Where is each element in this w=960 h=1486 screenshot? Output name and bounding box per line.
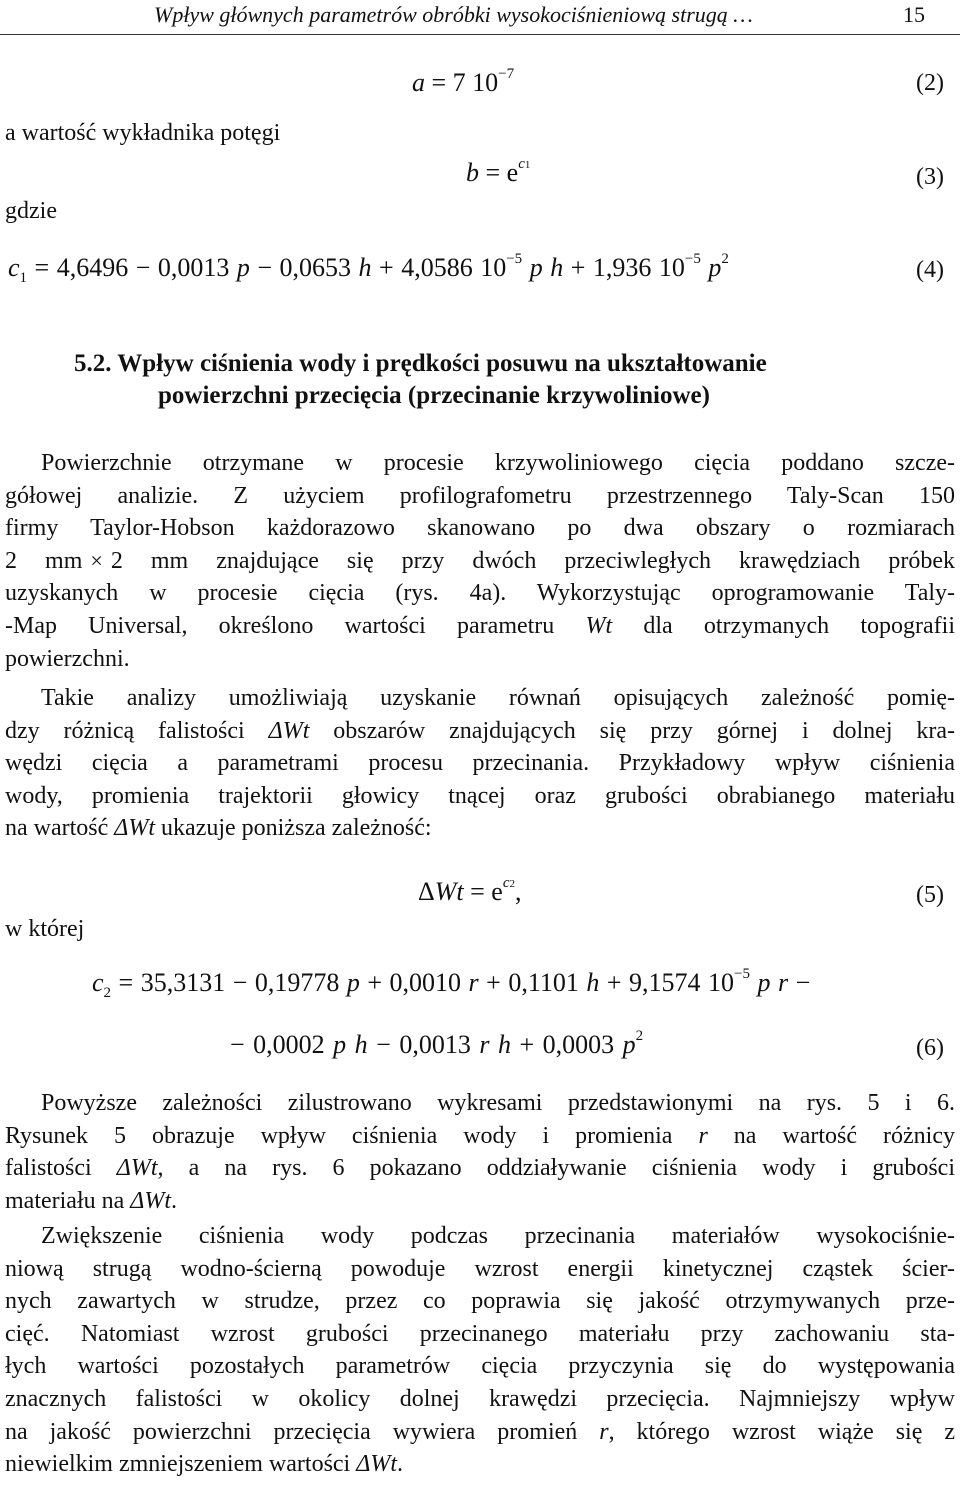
p2-line: wędzi cięcia a parametrami procesu przecinania. Przykładowy wpływ ciśnienia bbox=[5, 750, 955, 777]
eq6b-var-h2: h bbox=[497, 1030, 511, 1059]
text-exponent-intro: a wartość wykładnika potęgi bbox=[5, 120, 281, 146]
p4-line: cięć. Natomiast wzrost grubości przecinanego materiału przy zachowaniu sta- bbox=[5, 1320, 955, 1347]
eq6-exp1: −5 bbox=[734, 966, 751, 982]
equation-2-number: (2) bbox=[916, 70, 944, 96]
eq5-exp-sub: 2 bbox=[509, 878, 515, 890]
eq6b-var-p2: p bbox=[622, 1030, 636, 1059]
p3-line: materiału na ΔWt. bbox=[5, 1187, 178, 1214]
p1-line: gółowej analizie. Z użyciem profilografometru przestrzennego Taly-Scan 150 bbox=[5, 482, 955, 509]
delta-wt-symbol: ΔWt bbox=[114, 815, 156, 842]
eq3-rhs: = e bbox=[485, 158, 519, 187]
p1-line: uzyskanych w procesie cięcia (rys. 4a). Wykorzystując oprogramowanie Taly- bbox=[5, 580, 955, 607]
eq6-var-p: p bbox=[346, 968, 360, 997]
p4-line: Zwiększenie ciśnienia wody podczas przecinania materiałów wysokociśnie- bbox=[41, 1223, 955, 1249]
equation-2 bbox=[412, 68, 514, 98]
eq6-var-p2: p bbox=[757, 968, 771, 997]
eq6-var-r2: r bbox=[778, 968, 789, 997]
eq4-var-p3: p bbox=[708, 253, 722, 282]
equation-5 bbox=[418, 877, 522, 907]
p3-line: Powyższe zależności zilustrowano wykresami przedstawionymi na rys. 5 i 6. bbox=[41, 1090, 955, 1116]
p1-line: Powierzchnie otrzymane w procesie krzywoliniowego cięcia poddano szcze- bbox=[41, 450, 955, 476]
eq4-var-p2: p bbox=[529, 253, 543, 282]
eq2-rhs: = 7 10 bbox=[431, 68, 499, 97]
equation-5-number: (5) bbox=[916, 882, 944, 908]
p1-line: firmy Taylor-Hobson każdorazowo skanowano po dwa obszary o rozmiarach bbox=[5, 515, 955, 542]
equation-6-number: (6) bbox=[916, 1035, 944, 1061]
eq4-exp1: −5 bbox=[506, 251, 523, 267]
eq6-var-h: h bbox=[586, 968, 600, 997]
eq4-part4: + 1,936 10 bbox=[570, 253, 685, 282]
p2-line: na wartość ΔWt ukazuje poniższa zależność: bbox=[5, 815, 432, 842]
delta-wt-symbol: ΔWt bbox=[116, 1155, 158, 1182]
p1-line bbox=[5, 545, 955, 578]
eq3-exp-sub: 1 bbox=[524, 159, 531, 171]
p2-line: Takie analizy umożliwiają uzyskanie równań opisujących zależność pomię- bbox=[41, 685, 955, 711]
equation-6-line2: − 0,0002 p h − 0,0013 r h + 0,0003 $p^2$ bbox=[230, 1028, 644, 1059]
text-where: gdzie bbox=[5, 198, 57, 224]
p2-line: dzy różnicą falistości ΔWt obszarów znajdujących się przy górnej i dolnej kra- bbox=[5, 717, 956, 744]
multiply-sign: × bbox=[90, 547, 103, 573]
p4-line: na jakość powierzchni przecięcia wywiera promień r, którego wzrost wiąże się z bbox=[5, 1418, 955, 1445]
paragraph-2 bbox=[5, 682, 955, 845]
p1-line: -Map Universal, określono wartości parametru Wt dla otrzymanych topografii bbox=[5, 612, 956, 639]
p3-line: Rysunek 5 obrazuje wpływ ciśnienia wody i promienia r na wartość różnicy bbox=[5, 1122, 955, 1149]
p1-size-b: 2 mm znajdujące się przy dwóch przeciwległych krawędziach próbek bbox=[110, 547, 955, 574]
eq3-exp-var: c bbox=[518, 156, 525, 172]
equation-3 bbox=[466, 158, 530, 188]
eq5-lhs: Wt bbox=[434, 877, 464, 906]
p4-line: nych zawartych w strudze, przez co poprawia się jakość otrzymywanych prze- bbox=[5, 1288, 955, 1315]
paragraph-1 bbox=[5, 447, 955, 675]
r-symbol: r bbox=[698, 1122, 708, 1149]
eq4-exp2: −5 bbox=[684, 251, 701, 267]
eq2-lhs: a bbox=[412, 68, 425, 97]
page-number: 15 bbox=[903, 2, 925, 27]
p2-line: wody, promienia trajektorii głowicy tnącej oraz grubości obrabianego materiału bbox=[5, 782, 955, 809]
p1-size-a: 2 mm bbox=[5, 547, 83, 574]
eq4-var-p: p bbox=[236, 253, 250, 282]
eq4-part3: + 4,0586 10 bbox=[379, 253, 507, 282]
eq2-exp: −7 bbox=[498, 66, 515, 82]
text-in-which: w której bbox=[5, 916, 85, 942]
eq5-exp-var: c bbox=[502, 875, 510, 891]
p1-line: powierzchni. bbox=[5, 645, 130, 672]
running-title: Wpływ głównych parametrów obróbki wysokociśnieniową strugą … bbox=[154, 2, 753, 27]
eq5-rhs: = e bbox=[470, 877, 503, 906]
p4-line: łych wartości pozostałych parametrów cięcia przyczynia się do występowania bbox=[5, 1353, 955, 1380]
eq4-lhs: c bbox=[8, 253, 20, 282]
eq4-var-h2: h bbox=[550, 253, 564, 282]
wt-symbol: Wt bbox=[585, 612, 613, 639]
header-rule bbox=[0, 34, 960, 35]
section-heading-line1: 5.2. Wpływ ciśnienia wody i prędkości posuwu na ukształtowanie bbox=[74, 350, 767, 377]
eq5-delta: Δ bbox=[418, 877, 435, 906]
equation-4-number: (4) bbox=[916, 257, 944, 283]
p4-line: niową strugą wodno-ścierną powoduje wzrost energii kinetycznej cząstek ścier- bbox=[5, 1255, 955, 1282]
eq6-lhs-sub: 2 bbox=[103, 985, 112, 1001]
eq6b-var-r: r bbox=[479, 1030, 490, 1059]
eq6-lhs: c bbox=[92, 968, 104, 997]
equation-6-line1: $c_2 = 35,3131 - 0,19778$ p + 0,0010 r + 0,1101 h + 9,1574 $10^{-5}$ p r − bbox=[92, 966, 811, 1001]
eq6-var-r: r bbox=[468, 968, 479, 997]
p4-line: niewielkim zmniejszeniem wartości ΔWt. bbox=[5, 1451, 403, 1478]
eq4-lhs-sub: 1 bbox=[19, 270, 28, 286]
eq3-lhs: b bbox=[466, 158, 479, 187]
eq4-exp3: 2 bbox=[721, 251, 729, 267]
eq6b-var-h: h bbox=[354, 1030, 368, 1059]
equation-4 bbox=[8, 251, 729, 286]
eq4-part1: = 4,6496 − 0,0013 bbox=[34, 253, 230, 282]
eq4-part2: − 0,0653 bbox=[257, 253, 352, 282]
equation-3-number: (3) bbox=[916, 164, 944, 190]
paragraph-4 bbox=[5, 1220, 955, 1481]
p3-line: falistości ΔWt, a na rys. 6 pokazano oddziaływanie ciśnienia wody i grubości bbox=[5, 1155, 956, 1182]
section-heading-line2: powierzchni przecięcia (przecinanie krzywoliniowe) bbox=[158, 382, 710, 409]
delta-wt-symbol: ΔWt bbox=[130, 1187, 172, 1214]
eq6b-exp: 2 bbox=[635, 1028, 644, 1044]
eq5-comma: , bbox=[515, 877, 522, 906]
p4-line: znacznych falistości w okolicy dolnej krawędzi przecięcia. Najmniejszy wpływ bbox=[5, 1385, 955, 1412]
delta-wt-symbol: ΔWt bbox=[356, 1451, 397, 1478]
delta-wt-symbol: ΔWt bbox=[268, 717, 310, 744]
paragraph-3 bbox=[5, 1087, 955, 1217]
r-symbol: r bbox=[599, 1418, 609, 1445]
eq6b-var-p: p bbox=[333, 1030, 347, 1059]
eq4-var-h: h bbox=[358, 253, 372, 282]
